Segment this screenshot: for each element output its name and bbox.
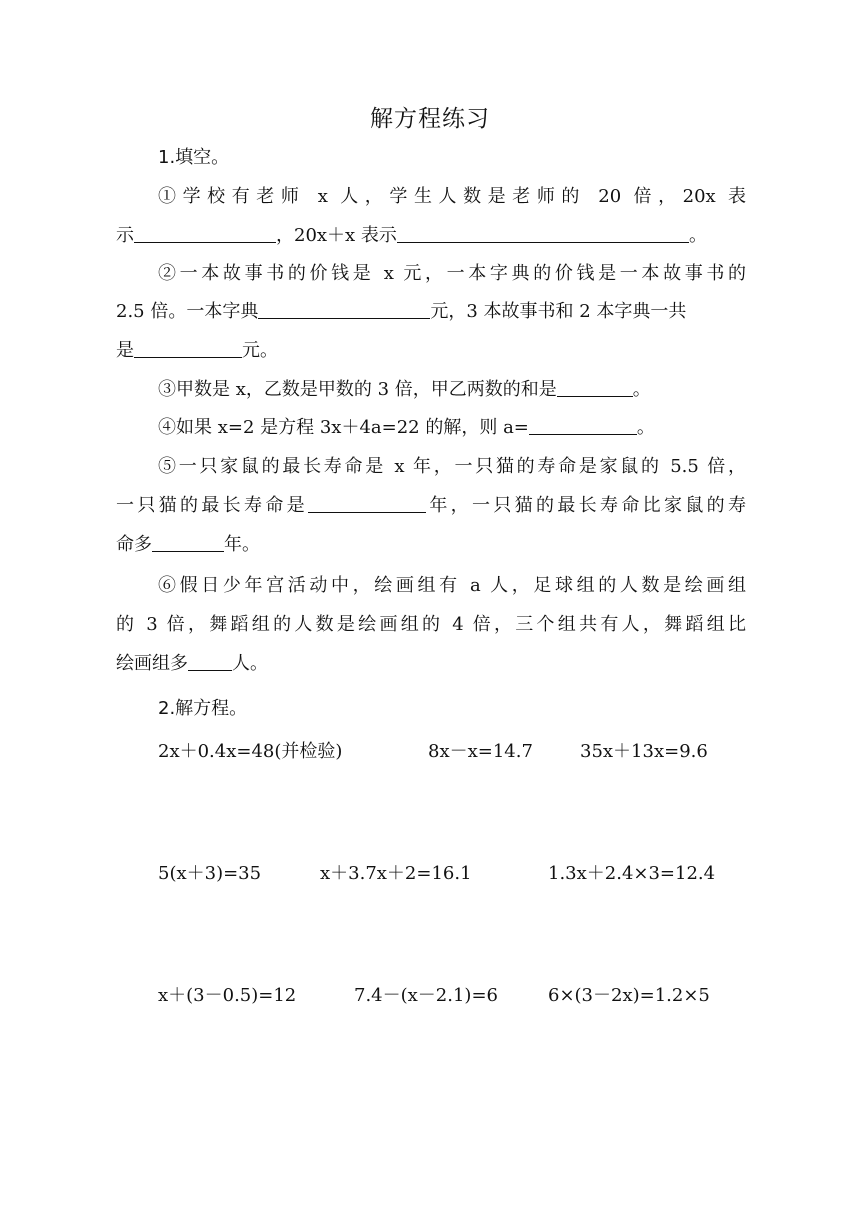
q2-blank2[interactable]: [134, 339, 242, 358]
q6-text-d: 人。: [232, 653, 268, 674]
q5-line3: [116, 533, 746, 557]
page-title: 解方程练习: [370, 106, 490, 132]
q1-blank1[interactable]: [134, 224, 276, 243]
q2-text-b: 2.5 倍。一本字典: [116, 301, 259, 322]
q2-text-c: 元，3 本故事书和 2 本字典一共: [430, 301, 687, 322]
q1-text-a: ①学校有老师 x 人，学生人数是老师的 20 倍，20x 表: [158, 186, 746, 207]
q1-text-d: 。: [688, 225, 707, 246]
q4-text-b: 。: [636, 417, 655, 438]
q4-text-a: ④如果 x=2 是方程 3x＋4a=22 的解，则 a=: [158, 417, 529, 438]
q2-line2: [116, 300, 746, 324]
q6-text-a: ⑥假日少年宫活动中，绘画组有 a 人，足球组的人数是绘画组: [158, 575, 746, 596]
q6-line2: [116, 613, 746, 637]
q5-blank1[interactable]: [308, 494, 426, 513]
q5-text-e: 年。: [224, 534, 260, 555]
q1-text-c: ，20x＋x 表示: [276, 225, 397, 246]
section2-heading: 2.解方程。: [158, 698, 248, 719]
q2-text-a: ②一本故事书的价钱是 x 元，一本字典的价钱是一本故事书的: [158, 263, 746, 284]
q6-text-c: 绘画组多: [116, 653, 188, 674]
q1-line2: [116, 224, 746, 248]
equation-1-3: 35x＋13x=9.6: [580, 741, 708, 762]
q3-line1: [158, 378, 746, 402]
q2-line1: [158, 262, 746, 286]
q5-text-b: 一只猫的最长寿命是: [116, 495, 308, 516]
q6-line1: [158, 574, 746, 598]
q4-blank[interactable]: [529, 416, 637, 435]
q3-text-b: 。: [632, 379, 651, 400]
equation-2-3: 1.3x＋2.4×3=12.4: [548, 863, 716, 884]
section1-heading: 1.填空。: [158, 147, 230, 168]
q5-line1: [158, 455, 746, 479]
q6-blank[interactable]: [188, 652, 232, 671]
equation-1-1: 2x＋0.4x=48(并检验): [158, 741, 343, 762]
q5-text-d: 命多: [116, 534, 152, 555]
q5-blank2[interactable]: [152, 533, 224, 552]
q2-blank1[interactable]: [258, 300, 430, 319]
q6-line3: [116, 652, 746, 676]
equation-3-2: 7.4－(x－2.1)=6: [354, 985, 498, 1006]
q5-text-c: 年，一只猫的最长寿命比家鼠的寿: [426, 495, 746, 516]
q5-line2: [116, 494, 746, 518]
q5-text-a: ⑤一只家鼠的最长寿命是 x 年，一只猫的寿命是家鼠的 5.5 倍，: [158, 456, 746, 477]
q1-line1: [158, 185, 746, 209]
equation-2-1: 5(x＋3)=35: [158, 863, 262, 884]
q6-text-b: 的 3 倍，舞蹈组的人数是绘画组的 4 倍，三个组共有人，舞蹈组比: [116, 614, 746, 635]
q2-text-e: 元。: [242, 340, 278, 361]
equation-3-3: 6×(3－2x)=1.2×5: [548, 985, 710, 1006]
equation-3-1: x＋(3－0.5)=12: [158, 985, 297, 1006]
q3-blank[interactable]: [557, 378, 633, 397]
q4-line1: [158, 416, 746, 440]
equation-1-2: 8x－x=14.7: [428, 741, 533, 762]
equation-2-2: x＋3.7x＋2=16.1: [320, 863, 472, 884]
q1-text-b: 示: [116, 225, 134, 246]
q2-line3: [116, 339, 746, 363]
q3-text-a: ③甲数是 x，乙数是甲数的 3 倍，甲乙两数的和是: [158, 379, 557, 400]
q2-text-d: 是: [116, 340, 134, 361]
q1-blank2[interactable]: [397, 224, 689, 243]
